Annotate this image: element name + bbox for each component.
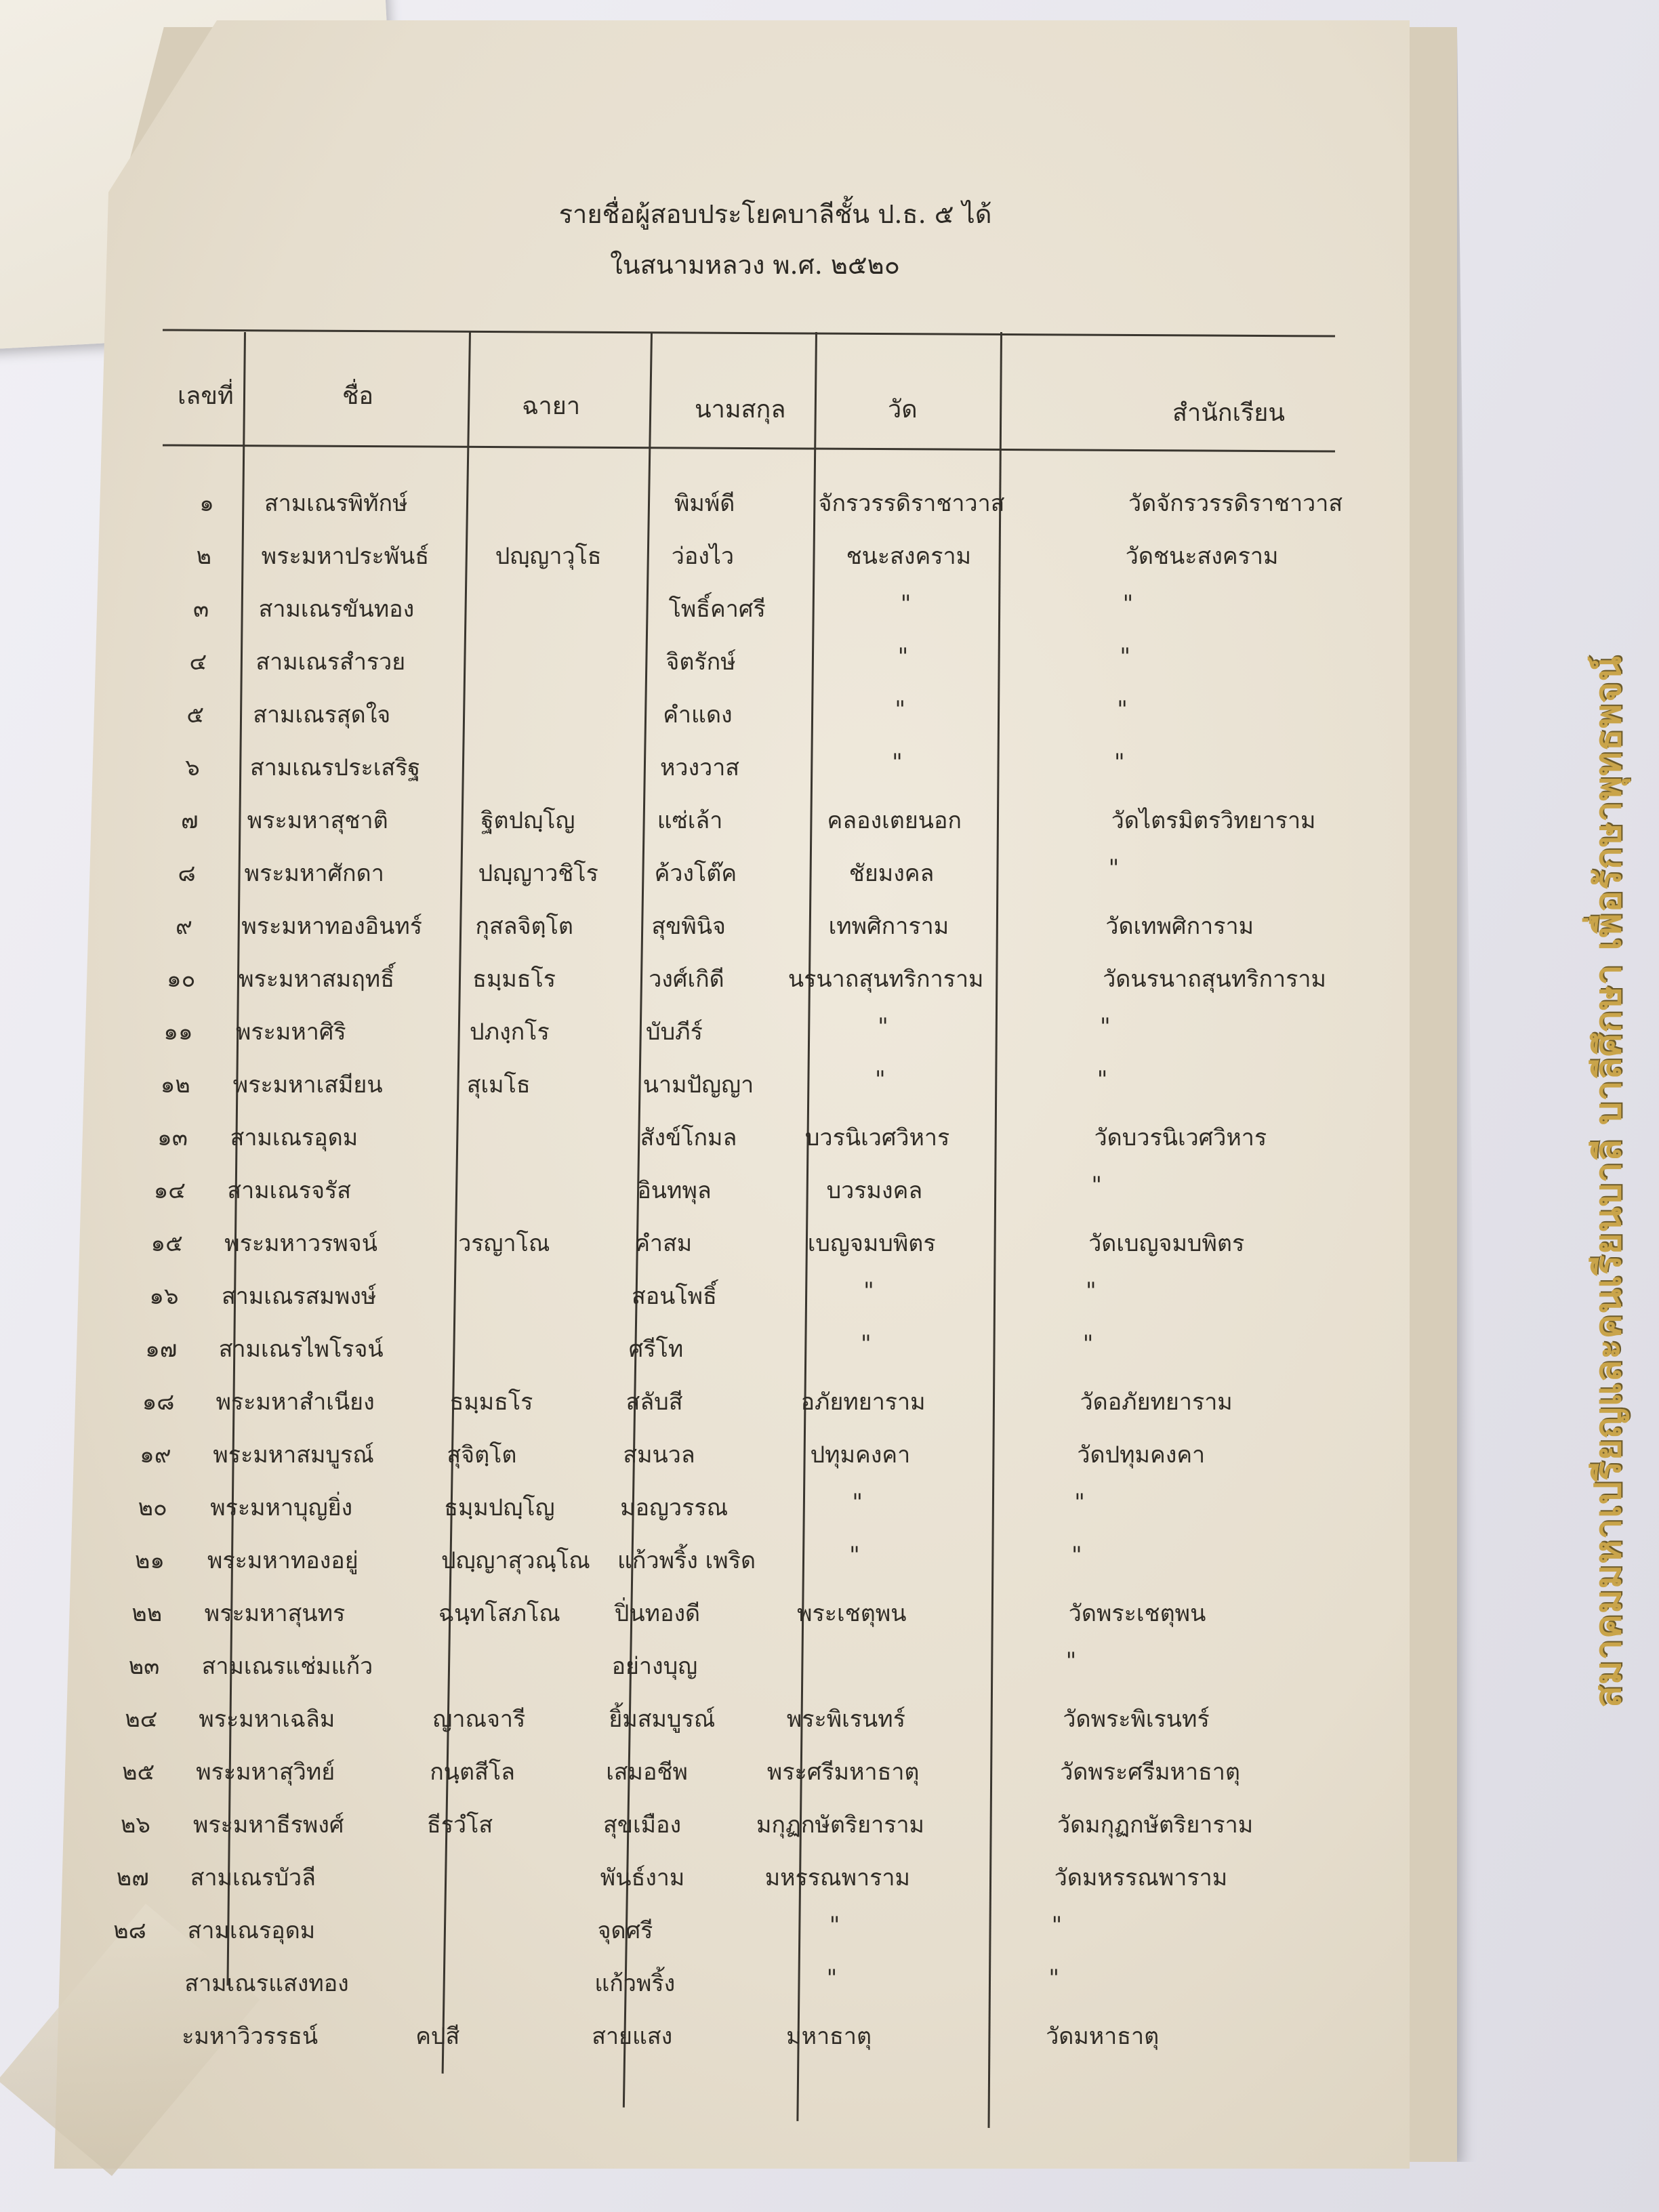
row-name: สามเณรแสงทอง <box>184 1970 349 1997</box>
table-row <box>0 1965 1659 2012</box>
table-row <box>0 1330 1659 1378</box>
row-surname: อินทพุล <box>637 1177 712 1204</box>
row-wat: เบญจมบพิตร <box>807 1230 936 1257</box>
row-name: พระมหาสมบูรณ์ <box>213 1441 374 1469</box>
row-school: " <box>1091 1172 1103 1199</box>
row-wat: อภัยทยาราม <box>800 1389 926 1416</box>
row-school: วัดมกุฏกษัตริยาราม <box>1057 1811 1254 1839</box>
document-title: รายชื่อผู้สอบประโยคบาลีชั้น ป.ธ. ๕ ได้ <box>558 199 992 229</box>
row-name: พระมหาเสมียน <box>232 1071 383 1099</box>
row-name: สามเณรจรัส <box>227 1177 352 1204</box>
row-surname: หวงวาส <box>660 754 740 781</box>
row-wat: " <box>878 1013 888 1040</box>
row-chaya: ธมฺมปญฺโญ <box>444 1494 555 1521</box>
row-surname: บับภีร์ <box>646 1019 703 1046</box>
row-school: วัดปทุมคงคา <box>1077 1441 1206 1469</box>
row-school: วัดพระศรีมหาธาตุ <box>1060 1759 1240 1786</box>
row-number: ๑๙ <box>140 1441 171 1469</box>
row-chaya: กนฺตสีโล <box>430 1759 515 1786</box>
row-school: วัดมหาธาตุ <box>1046 2023 1160 2050</box>
row-surname: ปิ่นทองดี <box>614 1600 701 1627</box>
row-chaya: ฉนฺทโสภโณ <box>438 1600 560 1627</box>
row-school: " <box>1117 696 1128 723</box>
row-number: ๖ <box>185 754 200 781</box>
row-name: พระมหาทองอินทร์ <box>241 913 423 940</box>
row-name: พระมหาศิริ <box>236 1019 346 1046</box>
row-name: พระมหาสุชาติ <box>247 807 388 834</box>
row-school: วัดเบญจมบพิตร <box>1088 1230 1245 1257</box>
watermark-text: สมาคมมหาเปรียญและคนเรียนบาลี บาลีศึกษา เพื่อรักษาพุทธพจน์ <box>1586 655 1629 1708</box>
row-number: ๑๗ <box>145 1336 178 1363</box>
row-school: " <box>1082 1330 1094 1357</box>
row-chaya: ปภงฺกโร <box>470 1019 550 1046</box>
row-number: ๑๕ <box>150 1230 183 1257</box>
row-number: ๑๑ <box>163 1019 193 1046</box>
row-number: ๒๑ <box>135 1547 165 1574</box>
row-chaya: ธมฺมธโร <box>449 1389 533 1416</box>
table-row <box>0 1436 1659 1483</box>
row-surname: ศรีโท <box>628 1336 684 1363</box>
row-number: ๒๐ <box>138 1494 167 1521</box>
row-surname: ยิ้มสมบูรณ์ <box>609 1706 716 1733</box>
row-number: ๕ <box>186 701 205 729</box>
row-wat: พระศรีมหาธาตุ <box>766 1759 920 1786</box>
row-wat: " <box>895 696 905 723</box>
header-name: ชื่อ <box>342 382 374 410</box>
row-surname: นามปัญญา <box>642 1071 754 1099</box>
row-surname: ค้วงโต๊ค <box>654 860 737 887</box>
row-school: " <box>1100 1013 1111 1040</box>
row-number: ๑ <box>199 490 214 517</box>
row-surname: เสมอชีพ <box>606 1759 688 1786</box>
row-surname: คำสม <box>634 1230 693 1257</box>
table-row <box>0 643 1659 691</box>
row-school: วัดไตรมิตรวิทยาราม <box>1111 807 1316 834</box>
row-chaya: ปญฺญาวุโธ <box>495 543 602 570</box>
header-school: สำนักเรียน <box>1172 399 1285 427</box>
row-wat: ปทุมคงคา <box>810 1441 911 1469</box>
row-surname: พิมพ์ดี <box>674 490 735 517</box>
row-number: ๒ <box>196 543 211 570</box>
table-row <box>0 960 1659 1008</box>
table-row <box>0 590 1659 638</box>
row-number: ๙ <box>175 913 192 940</box>
row-school: " <box>1108 855 1120 882</box>
row-name: สามเณรสุดใจ <box>253 701 391 729</box>
row-number: ๒๔ <box>125 1706 158 1733</box>
row-number: ๑๘ <box>142 1389 175 1416</box>
row-school: วัดบวรนิเวศวิหาร <box>1094 1124 1267 1151</box>
row-number: ๒๘ <box>113 1917 146 1944</box>
row-wat: " <box>852 1489 863 1516</box>
row-name: พระมหาศักดา <box>244 860 384 887</box>
row-wat: นรนาถสุนทริการาม <box>787 966 984 993</box>
header-number: เลขที่ <box>178 382 234 410</box>
row-number: ๑๖ <box>149 1283 179 1310</box>
row-name: พระมหาเฉลิม <box>199 1706 335 1733</box>
table-row <box>0 1647 1659 1695</box>
row-number: ๒๗ <box>116 1864 149 1891</box>
row-wat: " <box>829 1912 840 1939</box>
row-number: ๒๕ <box>122 1759 155 1786</box>
document-subtitle: ในสนามหลวง พ.ศ. ๒๕๒๐ <box>610 250 900 280</box>
row-number: ๗ <box>181 807 199 834</box>
table-row <box>0 855 1659 902</box>
row-name: สามเณรพิทักษ์ <box>264 490 408 517</box>
row-number: ๑๐ <box>167 966 196 993</box>
table-row <box>0 1912 1659 1959</box>
row-wat: เทพศิการาม <box>828 913 949 940</box>
table-row <box>0 2018 1659 2065</box>
row-wat: " <box>874 1066 886 1093</box>
table-row <box>0 1225 1659 1272</box>
row-wat: มหรรณพาราม <box>764 1864 910 1891</box>
row-chaya: กุสลจิตฺโต <box>475 913 573 940</box>
row-school: วัดอภัยทยาราม <box>1080 1389 1233 1416</box>
row-chaya: สุเมโธ <box>466 1071 531 1099</box>
row-school: วัดพระพิเรนทร์ <box>1063 1706 1210 1733</box>
row-surname: จุดศรี <box>597 1917 653 1944</box>
row-school: วัดมหรรณพาราม <box>1054 1864 1228 1891</box>
row-school: วัดชนะสงคราม <box>1125 543 1279 570</box>
row-school: " <box>1051 1912 1063 1939</box>
row-name: พระมหาสำเนียง <box>216 1389 375 1416</box>
row-name: สามเณรสำรวย <box>255 649 406 676</box>
row-name: สามเณรอุดม <box>187 1917 316 1944</box>
row-number: ๑๒ <box>160 1071 190 1099</box>
table-row <box>0 1595 1659 1642</box>
row-wat: " <box>849 1542 860 1569</box>
table-row <box>0 802 1659 849</box>
table-row <box>0 907 1659 955</box>
table-row <box>0 1859 1659 1906</box>
row-school: " <box>1114 749 1125 776</box>
row-number: ๘ <box>178 860 196 887</box>
row-chaya: คปสี <box>415 2023 460 2050</box>
row-surname: อย่างบุญ <box>611 1653 698 1680</box>
row-chaya: ธีรวํโส <box>427 1811 493 1839</box>
row-school: วัดจักรวรรดิราชาวาส <box>1128 490 1343 517</box>
row-name: พระมหาทองอยู่ <box>207 1547 359 1574</box>
table-row <box>0 1172 1659 1219</box>
row-name: พระมหาสุวิทย์ <box>196 1759 335 1786</box>
table-row <box>0 1383 1659 1431</box>
row-surname: มอญวรรณ <box>620 1494 729 1521</box>
row-number: ๒๖ <box>121 1811 150 1839</box>
row-wat: " <box>863 1277 874 1305</box>
row-school: " <box>1048 1965 1060 1992</box>
row-wat: " <box>900 590 912 617</box>
table-row <box>0 1489 1659 1536</box>
row-name: พระมหาประพันธ์ <box>261 543 430 570</box>
row-name: สามเณรขันทอง <box>258 596 415 623</box>
row-school: " <box>1122 590 1134 617</box>
row-school: วัดเทพศิการาม <box>1105 913 1254 940</box>
table-row <box>0 1806 1659 1853</box>
row-chaya: วรญาโณ <box>458 1230 550 1257</box>
row-surname: สังข์โกมล <box>640 1124 737 1151</box>
row-name: สามเณรสมพงษ์ <box>222 1283 377 1310</box>
table-row <box>0 1753 1659 1801</box>
row-number: ๑๓ <box>157 1124 188 1151</box>
row-name: พระมหาสุนทร <box>204 1600 346 1627</box>
row-name: สามเณรบัวลี <box>190 1864 316 1891</box>
row-wat: บวรนิเวศวิหาร <box>804 1124 950 1151</box>
row-name: สามเณรแช่มแก้ว <box>201 1653 373 1680</box>
row-surname: สุขพินิจ <box>651 913 726 940</box>
row-surname: ว่องไว <box>671 543 735 570</box>
row-school: วัดพระเชตุพน <box>1068 1600 1206 1627</box>
table-row <box>0 1700 1659 1748</box>
row-wat: มกุฏกษัตริยาราม <box>756 1811 924 1839</box>
row-chaya: สุจิตฺโต <box>447 1441 517 1469</box>
row-wat: " <box>826 1965 838 1992</box>
row-chaya: ปญฺญาสุวณฺโณ <box>441 1547 590 1574</box>
row-wat: ชนะสงคราม <box>846 543 972 570</box>
row-surname: จิตรักษ์ <box>665 649 736 676</box>
row-name: พระมหาบุญยิ่ง <box>210 1494 353 1521</box>
row-number: ๓ <box>192 596 209 623</box>
row-school: " <box>1086 1277 1097 1305</box>
row-surname: พันธ์งาม <box>600 1864 685 1891</box>
row-name: สามเณรประเสริฐ <box>250 754 421 781</box>
row-chaya: ธมฺมธโร <box>472 966 556 993</box>
row-name: พระมหาวรพจน์ <box>224 1230 377 1257</box>
table-row <box>0 1277 1659 1325</box>
row-name: พระมหาธีรพงศ์ <box>193 1811 344 1839</box>
table-row <box>0 485 1659 532</box>
row-school: " <box>1097 1066 1108 1093</box>
row-surname: วงศ์เกิดี <box>649 966 724 993</box>
row-wat: คลองเตยนอก <box>827 807 962 834</box>
row-school: " <box>1065 1647 1077 1675</box>
row-wat: บวรมงคล <box>826 1177 923 1204</box>
table-row <box>0 537 1659 585</box>
row-wat: " <box>892 749 903 776</box>
row-number: ๒๓ <box>128 1653 160 1680</box>
row-chaya: ฐิตปญฺโญ <box>480 807 575 834</box>
row-surname: สุขเมือง <box>603 1811 682 1839</box>
table-row <box>0 1066 1659 1113</box>
row-name: สามเณรอุดม <box>230 1124 359 1151</box>
row-wat: พระพิเรนทร์ <box>786 1706 905 1733</box>
row-chaya: ญาณจารี <box>432 1706 526 1733</box>
table-row <box>0 1013 1659 1061</box>
row-surname: แก้วพริ้ง เพริด <box>617 1547 756 1574</box>
row-surname: สอนโพธิ์ <box>632 1283 717 1310</box>
table-row <box>0 696 1659 743</box>
row-number: ๑๔ <box>153 1177 186 1204</box>
row-wat: " <box>860 1330 872 1357</box>
row-name: สามเณรไพโรจน์ <box>218 1336 384 1363</box>
row-school: " <box>1074 1489 1085 1516</box>
row-name: ะมหาวิวรรธน์ <box>182 2023 319 2050</box>
row-school: " <box>1071 1542 1082 1569</box>
row-wat: มหาธาตุ <box>786 2023 872 2050</box>
row-surname: สายแสง <box>592 2023 673 2050</box>
header-surname: นามสกุล <box>695 396 786 424</box>
header-wat: วัด <box>888 396 918 424</box>
row-number: ๔ <box>189 649 207 676</box>
row-school: วัดนรนาถสุนทริการาม <box>1103 966 1326 993</box>
row-wat: จักรวรรดิราชาวาส <box>818 490 1005 517</box>
row-school: " <box>1120 643 1131 670</box>
row-number: ๒๒ <box>131 1600 163 1627</box>
header-chaya: ฉายา <box>522 392 581 420</box>
row-chaya: ปญฺญาวชิโร <box>478 860 598 887</box>
row-surname: แก้วพริ้ง <box>594 1970 676 1997</box>
row-surname: สมนวล <box>623 1441 695 1469</box>
row-surname: โพธิ์คาศรี <box>668 596 766 623</box>
table-row <box>0 749 1659 796</box>
row-wat: ชัยมงคล <box>848 860 935 887</box>
row-surname: สลับสี <box>626 1389 683 1416</box>
row-name: พระมหาสมฤทธิ์ <box>239 966 394 993</box>
row-surname: แซ่เล้า <box>657 807 723 834</box>
row-wat: " <box>897 643 909 670</box>
table-row <box>0 1119 1659 1166</box>
table-row <box>0 1542 1659 1589</box>
row-wat: พระเชตุพน <box>797 1600 907 1627</box>
row-surname: คำแดง <box>663 701 733 729</box>
